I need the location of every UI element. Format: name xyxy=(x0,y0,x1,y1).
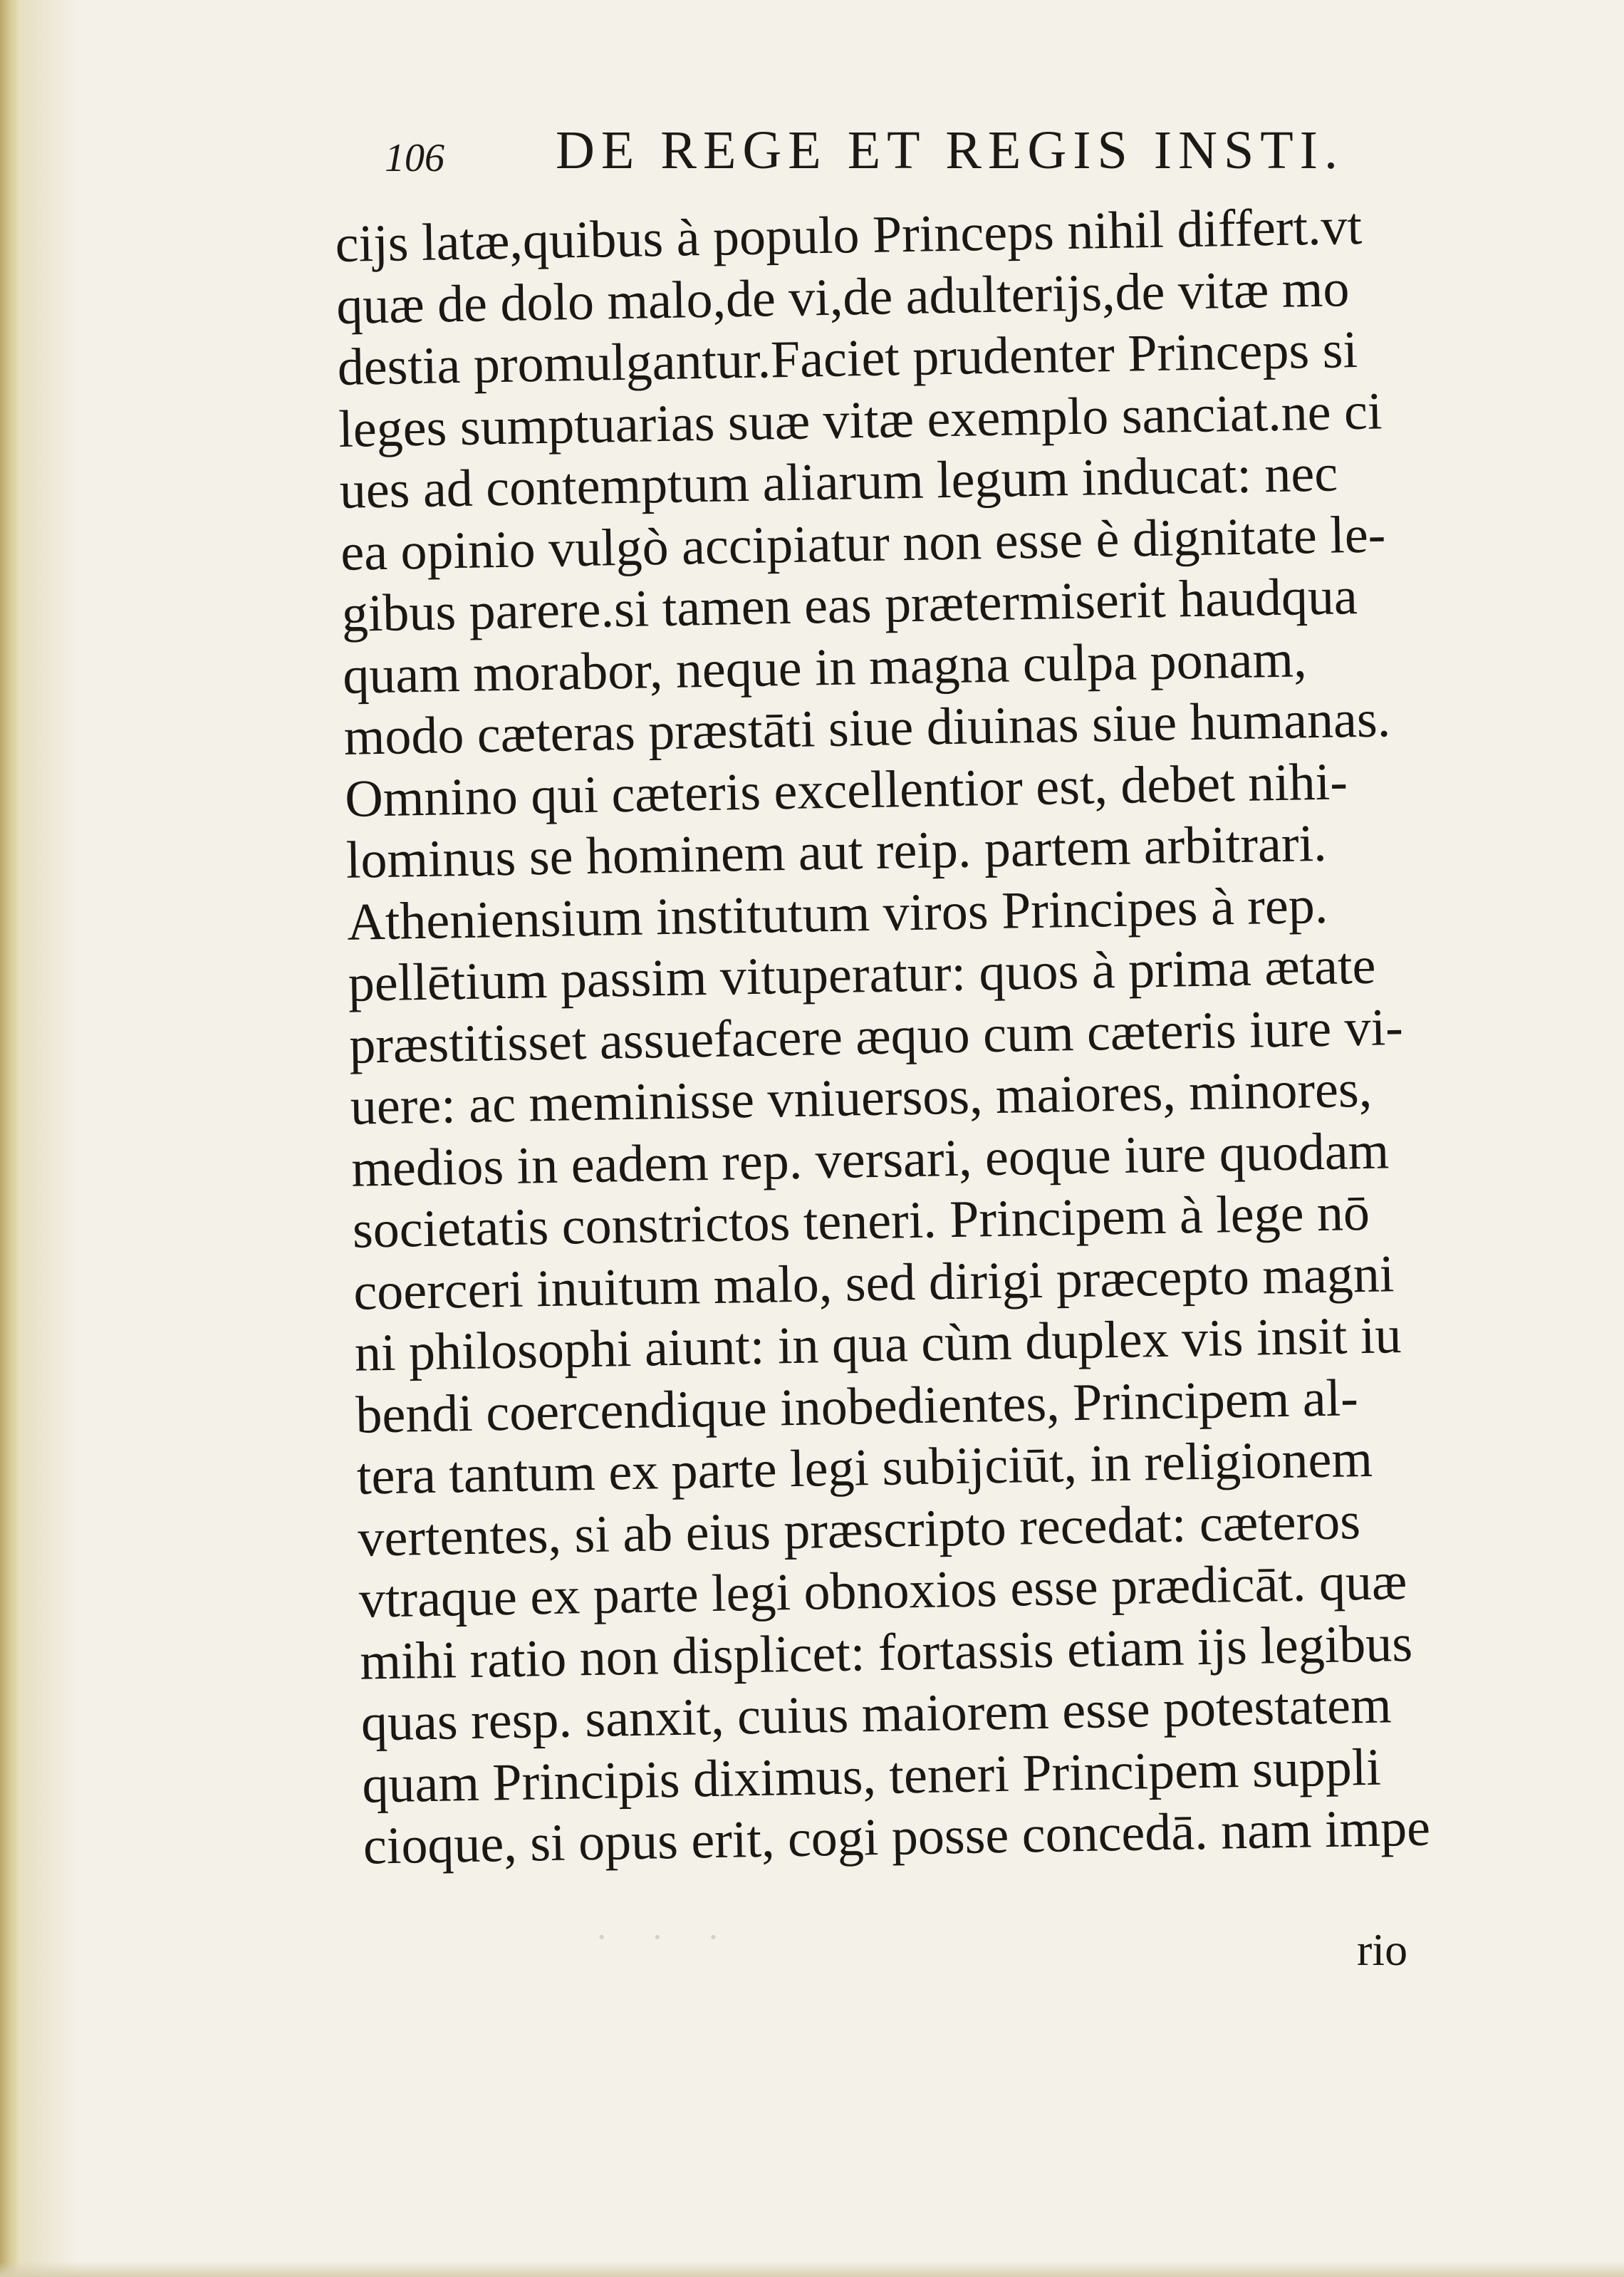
body-text xyxy=(335,194,1504,1877)
text-line: gibus parere.si tamen eas prætermiserit haudqua xyxy=(341,567,1358,643)
text-line: quæ de dolo malo,de vi,de adulterijs,de vitæ mo xyxy=(335,259,1350,336)
text-line: vtraque ex parte legi obnoxios esse prædicāt. quæ xyxy=(358,1552,1407,1629)
running-head: DE REGE ET REGIS INSTI. xyxy=(556,120,1344,180)
text-line: leges sumptuarias suæ vitæ exemplo sanciat.ne ci xyxy=(338,381,1383,459)
text-line: ea opinio vulgò accipiatur non esse è dignitate le- xyxy=(340,504,1386,582)
text-line: societatis constrictos teneri. Principem à lege nō xyxy=(352,1183,1370,1260)
text-line: ni philosophi aiunt: in qua cùm duplex vis insit iu xyxy=(354,1306,1402,1383)
text-line: quas resp. sanxit, cuius maiorem esse potestatem xyxy=(360,1676,1393,1753)
text-line: mihi ratio non displicet: fortassis etiam ijs legibus xyxy=(359,1614,1413,1691)
page-bottom-edge xyxy=(0,2261,1624,2277)
text-line: ues ad contemptum aliarum legum inducat: nec xyxy=(339,444,1338,520)
text-line: tera tantum ex parte legi subijciūt, in religionem xyxy=(356,1429,1373,1506)
text-line: Omnino qui cæteris excellentior est, debet nihi- xyxy=(344,752,1348,829)
text-line: cijs latæ,quibus à populo Princeps nihil differt.vt xyxy=(335,197,1363,274)
page-edge-stain xyxy=(21,0,78,2277)
text-line: quam morabor, neque in magna culpa ponam, xyxy=(342,629,1308,705)
text-line: pellētium passim vituperatur: quos à prima ætate xyxy=(348,936,1377,1013)
text-line: uere: ac meminisse vniuersos, maiores, minores, xyxy=(350,1059,1373,1136)
text-line: cioque, si opus erit, cogi posse concedā. nam impe xyxy=(363,1798,1431,1876)
text-line: Atheniensium institutum viros Principes à rep. xyxy=(346,876,1328,952)
text-line: præstitisset assuefacere æquo cum cæteris iure vi- xyxy=(348,997,1404,1075)
text-line: modo cæteras præstāti siue diuinas siue humanas. xyxy=(343,690,1391,767)
text-line: bendi coercendique inobedientes, Principem al- xyxy=(355,1368,1359,1445)
text-line: vertentes, si ab eius præscripto recedat: cæteros xyxy=(357,1491,1361,1568)
text-line: medios in eadem rep. versari, eoque iure quodam xyxy=(350,1121,1390,1198)
show-through-ink: · · · xyxy=(578,1917,719,1958)
folio-number: 106 xyxy=(385,136,444,180)
page-header xyxy=(385,114,1382,199)
text-line: lominus se hominem aut reip. partem arbitrari. xyxy=(345,814,1328,890)
catchword: rio xyxy=(1357,1924,1408,1975)
text-line: coerceri inuitum malo, sed dirigi præcepto magni xyxy=(353,1244,1395,1322)
page-gutter xyxy=(0,0,21,2277)
text-line: quam Principis diximus, teneri Principem suppli xyxy=(361,1738,1382,1815)
text-line: destia promulgantur.Faciet prudenter Princeps si xyxy=(337,320,1358,397)
